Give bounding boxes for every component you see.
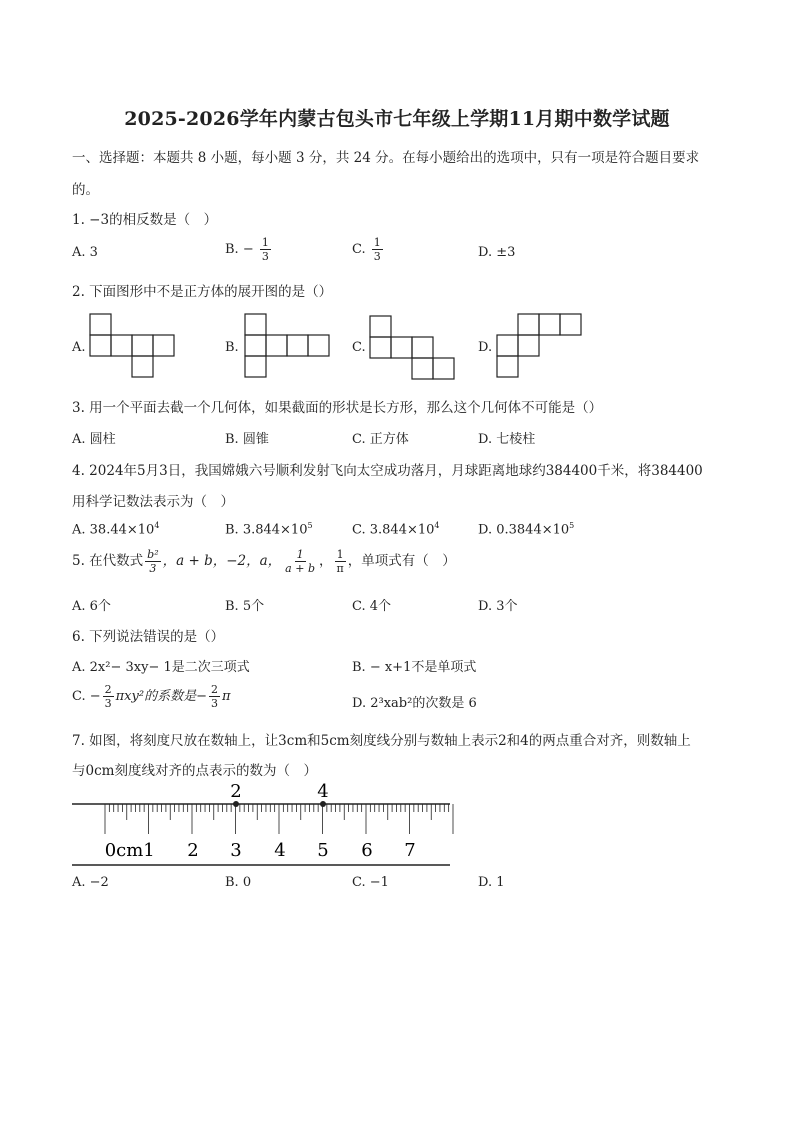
ruler-label-0cm: 0cm: [104, 840, 144, 861]
q7-stem-line1: 7. 如图，将刻度尺放在数轴上，让3cm和5cm刻度线分别与数轴上表示2和4的两点重合对齐，则数轴上: [72, 733, 691, 749]
q6-option-b[interactable]: B. − x+1不是单项式: [352, 660, 477, 675]
ruler-label-4: 4: [274, 840, 286, 861]
q5-stem: 5. 在代数式 $\frac{\text{b²}}{3}$ ，a + b，−2，a， $\frac{1}{a + b}$ ， $\frac{1}{\pi}$ ，单项式有（ ）: [72, 548, 456, 575]
q5-fraction-1-over-pi: [334, 548, 345, 575]
fraction-numerator: 1: [261, 236, 269, 249]
section-header-line1: 一、选择题：本题共 8 小题，每小题 3 分，共 24 分。在每小题给出的选项中，只有一项是符合题目要求: [72, 150, 700, 166]
q6-option-a[interactable]: A. 2x²− 3xy− 1是二次三项式: [72, 660, 250, 675]
q1-option-b-fraction: [260, 236, 271, 263]
ruler-label-6: 6: [361, 840, 373, 861]
page-title: 2025-2026学年内蒙古包头市七年级上学期11月期中数学试题: [124, 108, 670, 130]
fraction-denominator: 3: [261, 250, 269, 263]
q6-option-c-middle: πxy²的系数是−: [115, 689, 207, 704]
fraction-denominator: π: [336, 562, 344, 575]
q7-option-a[interactable]: A. −2: [72, 875, 109, 890]
q1-option-c-prefix: C.: [352, 242, 366, 257]
ruler-label-1: 1: [143, 840, 155, 861]
q6-option-c-suffix: π: [221, 689, 231, 704]
q5-option-a[interactable]: A. 6个: [72, 599, 111, 614]
q2-net-a-figure: [86, 310, 178, 380]
q1-option-b[interactable]: [225, 236, 273, 263]
fraction-numerator: b²: [147, 548, 159, 561]
q3-option-c[interactable]: C. 正方体: [352, 432, 409, 447]
q6-option-d[interactable]: D. 2³xab²的次数是 6: [352, 696, 477, 711]
fraction-denominator: 3: [104, 697, 112, 710]
q4-option-a-base: A. 38.44×10: [72, 522, 155, 538]
q5-option-d[interactable]: D. 3个: [478, 599, 518, 614]
q4-stem-line2: 用科学记数法表示为（ ）: [72, 494, 234, 510]
q6-option-c-fraction-2: [209, 683, 220, 710]
fraction-numerator: 1: [296, 548, 304, 561]
q3-option-d[interactable]: D. 七棱柱: [478, 432, 536, 447]
q4-option-a[interactable]: [72, 521, 159, 537]
q2-label-d[interactable]: D.: [478, 340, 493, 355]
q4-stem-line1: 4. 2024年5月3日，我国嫦娥六号顺利发射飞向太空成功落月，月球距离地球约384400千米，将384400: [72, 463, 703, 479]
q4-option-c-base: C. 3.844×10: [352, 522, 435, 538]
q5-stem-middle: ，a + b，−2，a，: [162, 553, 282, 569]
q4-option-d-exponent: 5: [569, 521, 575, 530]
q1-option-c-fraction: [372, 236, 383, 263]
q1-option-a[interactable]: A. 3: [72, 245, 98, 260]
q3-option-a[interactable]: A. 圆柱: [72, 432, 116, 447]
section-header-line2: 的。: [72, 182, 99, 198]
fraction-denominator: 3: [373, 250, 381, 263]
fraction-denominator: 3: [210, 697, 218, 710]
q1-option-d[interactable]: D. ±3: [478, 245, 516, 260]
q1-option-b-prefix: B. −: [225, 242, 254, 257]
q2-label-b[interactable]: B.: [225, 340, 239, 355]
q4-option-b[interactable]: [225, 521, 313, 537]
q7-option-c[interactable]: C. −1: [352, 875, 389, 890]
q5-stem-suffix: ，单项式有（ ）: [347, 553, 456, 569]
fraction-numerator: 1: [336, 548, 344, 561]
q7-ruler-figure: [68, 780, 458, 870]
q5-fraction-b2-over-3: [145, 548, 160, 575]
q5-stem-prefix: 5. 在代数式: [72, 553, 144, 569]
q4-option-c[interactable]: [352, 521, 440, 537]
q1-stem: 1. −3的相反数是（ ）: [72, 212, 218, 228]
ruler-label-5: 5: [317, 840, 329, 861]
axis-label-2: 2: [230, 781, 242, 802]
ruler-ticks: [105, 804, 453, 834]
q6-option-c-fraction: [103, 683, 114, 710]
ruler-label-2: 2: [187, 840, 199, 861]
q3-option-b[interactable]: B. 圆锥: [225, 432, 269, 447]
q7-option-b[interactable]: B. 0: [225, 875, 252, 890]
q4-option-a-exponent: 4: [154, 521, 160, 530]
ruler-label-3: 3: [230, 840, 242, 861]
q2-label-a[interactable]: A.: [72, 340, 86, 355]
q4-option-d-base: D. 0.3844×10: [478, 522, 570, 538]
q2-stem: 2. 下面图形中不是正方体的展开图的是（）: [72, 284, 333, 300]
fraction-numerator: 2: [104, 683, 112, 696]
q7-stem-line2: 与0cm刻度线对齐的点表示的数为（ ）: [72, 763, 317, 779]
q2-label-c[interactable]: C.: [352, 340, 366, 355]
q4-option-b-base: B. 3.844×10: [225, 522, 308, 538]
q6-option-c[interactable]: [72, 683, 231, 710]
q3-stem: 3. 用一个平面去截一个几何体，如果截面的形状是长方形，那么这个几何体不可能是（）: [72, 400, 603, 416]
q2-net-b-figure: [241, 310, 333, 380]
q6-stem: 6. 下列说法错误的是（）: [72, 629, 225, 645]
fraction-denominator: a + b: [285, 562, 315, 575]
q2-net-d-figure: [493, 310, 585, 380]
fraction-denominator: 3: [149, 562, 157, 575]
axis-label-4: 4: [317, 781, 329, 802]
q5-option-b[interactable]: B. 5个: [225, 599, 265, 614]
q4-option-b-exponent: 5: [307, 521, 313, 530]
q5-fraction-1-over-a-plus-b: [283, 548, 317, 575]
q4-option-d[interactable]: [478, 521, 574, 537]
q5-option-c[interactable]: C. 4个: [352, 599, 392, 614]
q7-option-d[interactable]: D. 1: [478, 875, 505, 890]
ruler-label-7: 7: [404, 840, 416, 861]
fraction-numerator: 1: [373, 236, 381, 249]
q6-option-c-prefix: C. −: [72, 689, 101, 704]
fraction-numerator: 2: [210, 683, 218, 696]
q1-option-c[interactable]: [352, 236, 385, 263]
q2-net-c-figure: [366, 312, 458, 382]
q4-option-c-exponent: 4: [434, 521, 440, 530]
